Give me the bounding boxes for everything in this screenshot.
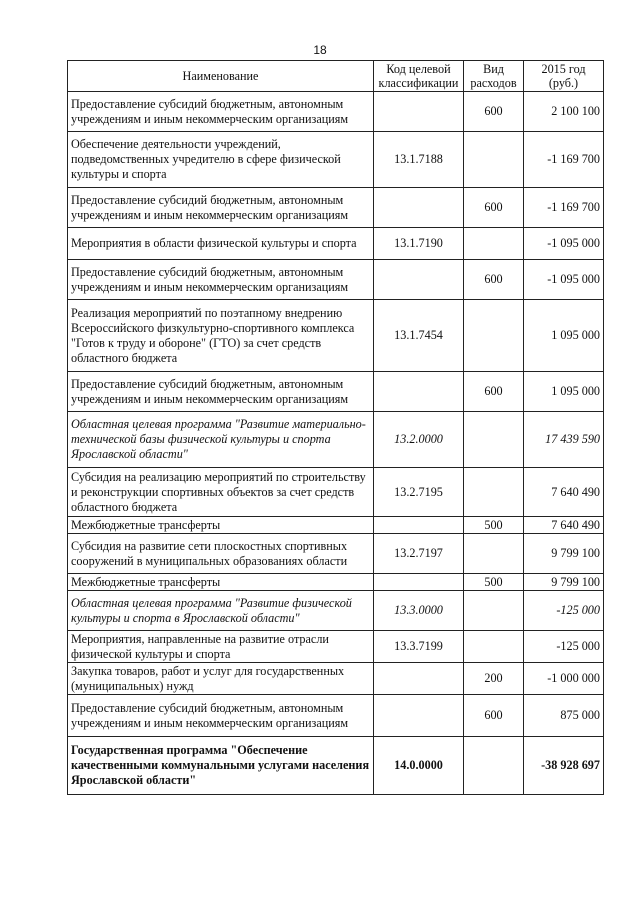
row-name-cell: Межбюджетные трансферты: [68, 574, 374, 591]
row-name-cell: Реализация мероприятий по поэтапному внедрению Всероссийского физкультурно-спортивного комплекса "Готов к труду и обороне" (ГТО) за счет средств областного бюджета: [68, 300, 374, 372]
row-type-cell: [464, 534, 524, 574]
row-amount-cell: 2 100 100: [524, 92, 604, 132]
header-row: [68, 61, 604, 92]
row-code-cell: [374, 372, 464, 412]
table-row: [68, 228, 604, 260]
row-code-cell: [374, 260, 464, 300]
row-amount-cell: -125 000: [524, 591, 604, 631]
table-row: [68, 534, 604, 574]
row-type-cell: [464, 300, 524, 372]
row-type-cell: 200: [464, 663, 524, 695]
table-row: [68, 372, 604, 412]
table-row: [68, 92, 604, 132]
table-row: [68, 468, 604, 517]
table-row: [68, 663, 604, 695]
row-name-cell: Областная целевая программа "Развитие физической культуры и спорта в Ярославской области": [68, 591, 374, 631]
row-type-cell: [464, 591, 524, 631]
row-code-cell: 14.0.0000: [374, 737, 464, 795]
row-type-cell: 600: [464, 260, 524, 300]
row-name-cell: Предоставление субсидий бюджетным, автономным учреждениям и иным некоммерческим организациям: [68, 695, 374, 737]
row-code-cell: 13.1.7188: [374, 132, 464, 188]
row-type-cell: [464, 412, 524, 468]
table-row: [68, 631, 604, 663]
row-type-cell: 600: [464, 695, 524, 737]
row-amount-cell: 7 640 490: [524, 468, 604, 517]
row-code-cell: [374, 517, 464, 534]
table-row: [68, 260, 604, 300]
row-type-cell: 500: [464, 517, 524, 534]
table-row: [68, 574, 604, 591]
row-amount-cell: 1 095 000: [524, 300, 604, 372]
row-name-cell: Мероприятия, направленные на развитие отрасли физической культуры и спорта: [68, 631, 374, 663]
row-amount-cell: 17 439 590: [524, 412, 604, 468]
row-name-cell: Субсидия на развитие сети плоскостных спортивных сооружений в муниципальных образованиях области: [68, 534, 374, 574]
row-code-cell: [374, 695, 464, 737]
row-type-cell: [464, 132, 524, 188]
row-type-cell: 600: [464, 372, 524, 412]
row-amount-cell: -1 095 000: [524, 228, 604, 260]
row-code-cell: [374, 188, 464, 228]
table-row: [68, 517, 604, 534]
row-name-cell: Межбюджетные трансферты: [68, 517, 374, 534]
row-type-cell: [464, 737, 524, 795]
header-code: Код целевой классификации: [374, 61, 464, 92]
row-code-cell: [374, 663, 464, 695]
row-code-cell: 13.2.0000: [374, 412, 464, 468]
row-amount-cell: -125 000: [524, 631, 604, 663]
row-name-cell: Мероприятия в области физической культуры и спорта: [68, 228, 374, 260]
row-name-cell: Закупка товаров, работ и услуг для государственных (муниципальных) нужд: [68, 663, 374, 695]
row-code-cell: 13.3.0000: [374, 591, 464, 631]
row-name-cell: Областная целевая программа "Развитие материально-технической базы физической культуры и спорта Ярославской области": [68, 412, 374, 468]
row-amount-cell: -1 095 000: [524, 260, 604, 300]
table-row: [68, 188, 604, 228]
row-code-cell: [374, 92, 464, 132]
table-row: [68, 695, 604, 737]
row-name-cell: Предоставление субсидий бюджетным, автономным учреждениям и иным некоммерческим организациям: [68, 260, 374, 300]
row-amount-cell: -38 928 697: [524, 737, 604, 795]
row-amount-cell: -1 000 000: [524, 663, 604, 695]
row-code-cell: 13.3.7199: [374, 631, 464, 663]
header-type: Вид расходов: [464, 61, 524, 92]
row-type-cell: 500: [464, 574, 524, 591]
row-amount-cell: 1 095 000: [524, 372, 604, 412]
row-name-cell: Обеспечение деятельности учреждений, подведомственных учредителю в сфере физической культуры и спорта: [68, 132, 374, 188]
row-amount-cell: 875 000: [524, 695, 604, 737]
header-amount: 2015 год (руб.): [524, 61, 604, 92]
row-amount-cell: -1 169 700: [524, 132, 604, 188]
table-row: [68, 300, 604, 372]
row-type-cell: [464, 468, 524, 517]
row-name-cell: Предоставление субсидий бюджетным, автономным учреждениям и иным некоммерческим организациям: [68, 372, 374, 412]
row-type-cell: 600: [464, 188, 524, 228]
table-row: [68, 591, 604, 631]
table-row: [68, 412, 604, 468]
row-type-cell: 600: [464, 92, 524, 132]
table-row: [68, 737, 604, 795]
row-name-cell: Субсидия на реализацию мероприятий по строительству и реконструкции спортивных объектов за счет средств областного бюджета: [68, 468, 374, 517]
row-type-cell: [464, 228, 524, 260]
row-type-cell: [464, 631, 524, 663]
row-code-cell: 13.1.7190: [374, 228, 464, 260]
row-name-cell: Предоставление субсидий бюджетным, автономным учреждениям и иным некоммерческим организациям: [68, 188, 374, 228]
table-row: [68, 132, 604, 188]
row-code-cell: 13.2.7195: [374, 468, 464, 517]
row-code-cell: [374, 574, 464, 591]
row-name-cell: Предоставление субсидий бюджетным, автономным учреждениям и иным некоммерческим организациям: [68, 92, 374, 132]
header-name: Наименование: [68, 61, 374, 92]
row-amount-cell: -1 169 700: [524, 188, 604, 228]
page-number: 18: [313, 43, 327, 57]
row-code-cell: 13.2.7197: [374, 534, 464, 574]
row-name-cell: Государственная программа "Обеспечение качественными коммунальными услугами населения Ярославской области": [68, 737, 374, 795]
budget-table: [67, 60, 604, 795]
row-amount-cell: 9 799 100: [524, 574, 604, 591]
row-amount-cell: 9 799 100: [524, 534, 604, 574]
row-amount-cell: 7 640 490: [524, 517, 604, 534]
row-code-cell: 13.1.7454: [374, 300, 464, 372]
